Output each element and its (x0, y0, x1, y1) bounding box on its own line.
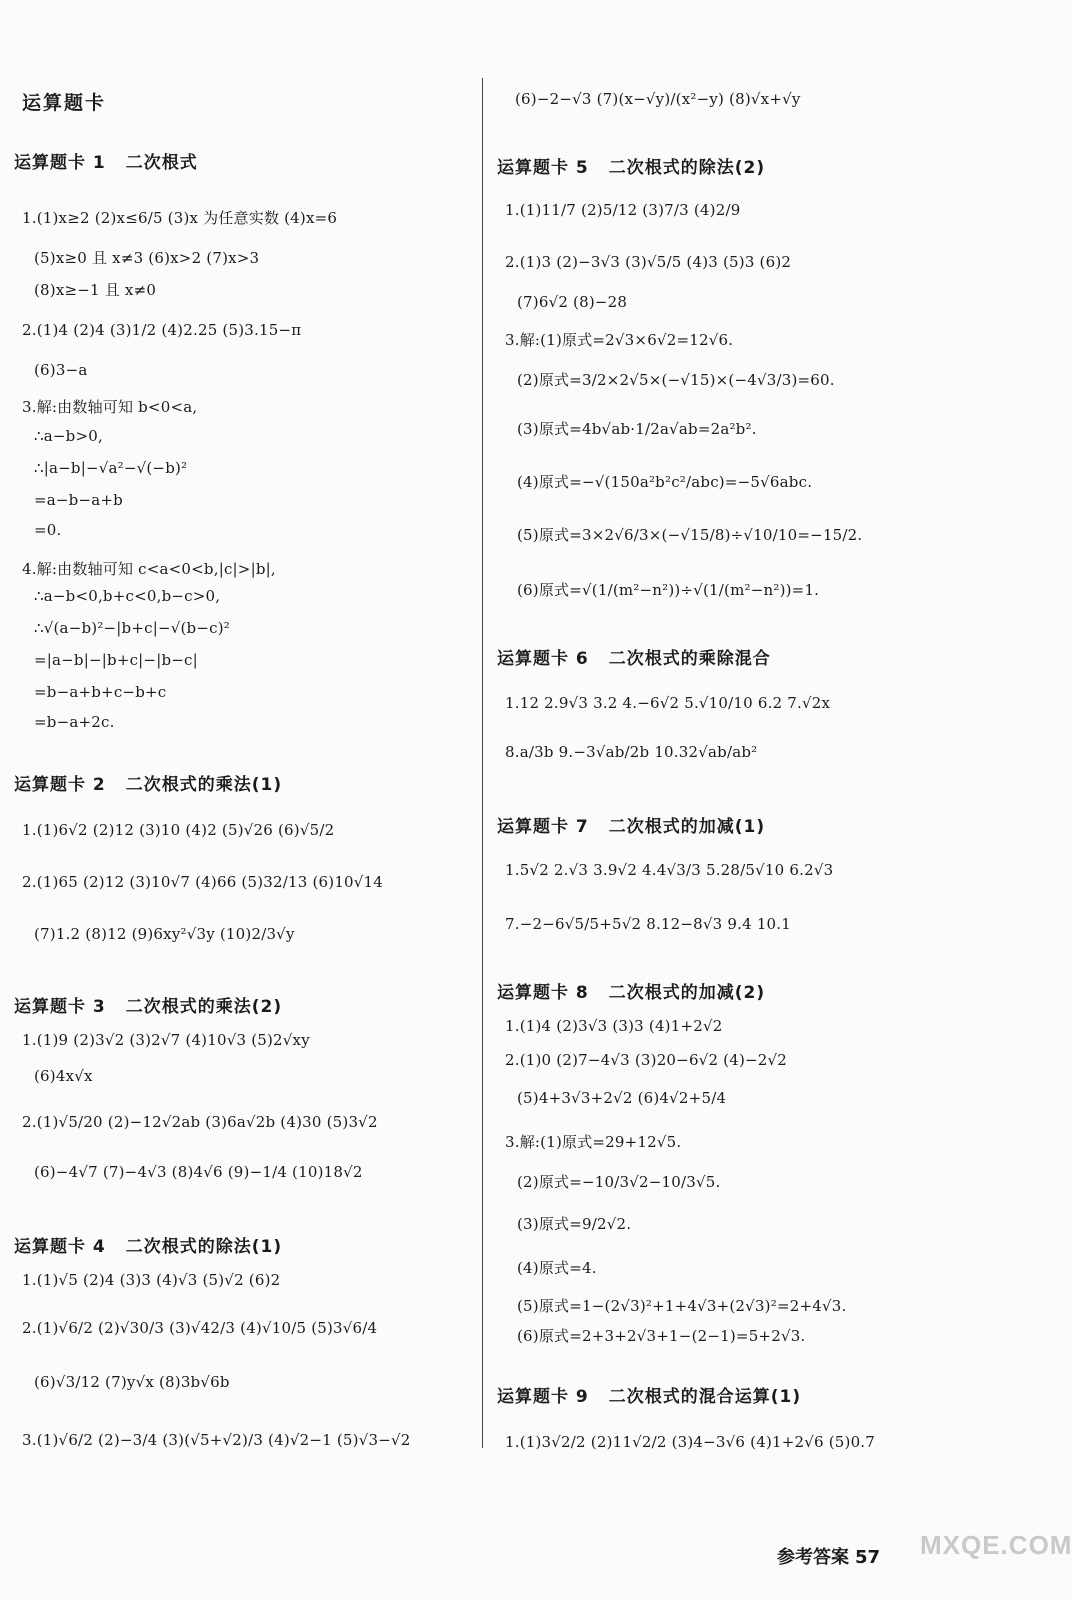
section-number-title: 运算题卡 6 (497, 649, 589, 669)
answer-line: 1.(1)11/7 (2)5/12 (3)7/3 (4)2/9 (505, 201, 741, 219)
answer-line: =|a−b|−|b+c|−|b−c| (34, 651, 198, 669)
section-number-title: 运算题卡 7 (497, 817, 589, 837)
answer-line: 1.(1)x≥2 (2)x≤6/5 (3)x 为任意实数 (4)x=6 (22, 209, 338, 227)
answer-line: (6)√3/12 (7)y√x (8)3b√6b (34, 1373, 230, 1391)
answer-line: (6)3−a (34, 361, 88, 379)
answer-line: (6)原式=2+3+2√3+1−(2−1)=5+2√3. (517, 1327, 806, 1345)
answer-line: 3.解:(1)原式=2√3×6√2=12√6. (505, 331, 734, 349)
page-number: 57 (855, 1547, 881, 1568)
page-title: 运算题卡 (22, 92, 107, 114)
column-divider (482, 78, 483, 1448)
answer-line: =b−a+b+c−b+c (34, 683, 167, 701)
section-subtitle: 二次根式的混合运算(1) (608, 1387, 802, 1407)
answer-line: (6)−4√7 (7)−4√3 (8)4√6 (9)−1/4 (10)18√2 (34, 1163, 363, 1181)
answer-line: (7)6√2 (8)−28 (517, 293, 628, 311)
section-subtitle: 二次根式的乘法(1) (125, 775, 283, 795)
section-heading (14, 992, 282, 1017)
answer-line: 1.(1)6√2 (2)12 (3)10 (4)2 (5)√26 (6)√5/2 (22, 821, 335, 839)
answer-line: 1.(1)4 (2)3√3 (3)3 (4)1+2√2 (505, 1017, 723, 1035)
answer-line: 7.−2−6√5/5+5√2 8.12−8√3 9.4 10.1 (505, 915, 792, 933)
section-subtitle: 二次根式的乘除混合 (608, 649, 771, 669)
answer-line: 2.(1)4 (2)4 (3)1/2 (4)2.25 (5)3.15−π (22, 321, 302, 339)
answer-line: (6)原式=√(1/(m²−n²))÷√(1/(m²−n²))=1. (517, 581, 820, 599)
section-number-title: 运算题卡 5 (497, 158, 589, 178)
answer-line: (3)原式=9/2√2. (517, 1215, 632, 1233)
answer-line: (4)原式=−√(150a²b²c²/abc)=−5√6abc. (517, 473, 813, 491)
section-heading (497, 1382, 801, 1407)
answer-line: 3.解:由数轴可知 b<0<a, (22, 398, 198, 416)
answer-line: 1.5√2 2.√3 3.9√2 4.4√3/3 5.28/5√10 6.2√3 (505, 861, 834, 879)
section-heading (14, 770, 282, 795)
answer-line: ∴|a−b|−√a²−√(−b)² (34, 459, 188, 477)
answer-line: =0. (34, 521, 62, 539)
answer-line: (5)x≥0 且 x≠3 (6)x>2 (7)x>3 (34, 249, 260, 267)
answer-line: (3)原式=4b√ab·1/2a√ab=2a²b². (517, 420, 757, 438)
answer-line: (8)x≥−1 且 x≠0 (34, 281, 157, 299)
section-subtitle: 二次根式的除法(1) (125, 1237, 283, 1257)
answer-line: (5)原式=3×2√6/3×(−√15/8)÷√10/10=−15/2. (517, 526, 863, 544)
watermark: MXQE.COM (920, 1530, 1072, 1560)
section-subtitle: 二次根式的加减(2) (608, 983, 766, 1003)
answer-line: 3.(1)√6/2 (2)−3/4 (3)(√5+√2)/3 (4)√2−1 (5)√3−√2 (22, 1431, 411, 1449)
section-heading (14, 148, 198, 173)
section-heading (497, 812, 765, 837)
section-heading (497, 644, 771, 669)
continued-line: (6)−2−√3 (7)(x−√y)/(x²−y) (8)√x+√y (515, 90, 801, 108)
answer-line: 1.(1)3√2/2 (2)11√2/2 (3)4−3√6 (4)1+2√6 (5)0.7 (505, 1433, 876, 1451)
section-subtitle: 二次根式的乘法(2) (125, 997, 283, 1017)
section-heading (497, 978, 765, 1003)
answer-line: ∴a−b>0, (34, 427, 103, 445)
section-number-title: 运算题卡 4 (14, 1237, 106, 1257)
section-subtitle: 二次根式的除法(2) (608, 158, 766, 178)
answer-line: =b−a+2c. (34, 713, 115, 731)
answer-line: 1.(1)√5 (2)4 (3)3 (4)√3 (5)√2 (6)2 (22, 1271, 281, 1289)
section-number-title: 运算题卡 1 (14, 153, 106, 173)
answer-line: (5)4+3√3+2√2 (6)4√2+5/4 (517, 1089, 727, 1107)
answer-line: 2.(1)√5/20 (2)−12√2ab (3)6a√2b (4)30 (5)3√2 (22, 1113, 378, 1131)
answer-line: (5)原式=1−(2√3)²+1+4√3+(2√3)²=2+4√3. (517, 1297, 847, 1315)
answer-line: 4.解:由数轴可知 c<a<0<b,|c|>|b|, (22, 560, 276, 578)
answer-line: 2.(1)0 (2)7−4√3 (3)20−6√2 (4)−2√2 (505, 1051, 788, 1069)
footer (777, 1543, 880, 1569)
section-number-title: 运算题卡 8 (497, 983, 589, 1003)
answer-line: 2.(1)65 (2)12 (3)10√7 (4)66 (5)32/13 (6)10√14 (22, 873, 384, 891)
answer-line: (2)原式=3/2×2√5×(−√15)×(−4√3/3)=60. (517, 371, 835, 389)
answer-line: ∴a−b<0,b+c<0,b−c>0, (34, 587, 221, 605)
section-number-title: 运算题卡 3 (14, 997, 106, 1017)
answer-line: 2.(1)3 (2)−3√3 (3)√5/5 (4)3 (5)3 (6)2 (505, 253, 792, 271)
footer-label: 参考答案 (777, 1547, 849, 1568)
section-number-title: 运算题卡 2 (14, 775, 106, 795)
answer-line: (7)1.2 (8)12 (9)6xy²√3y (10)2/3√y (34, 925, 295, 943)
answer-line: 2.(1)√6/2 (2)√30/3 (3)√42/3 (4)√10/5 (5)3√6/4 (22, 1319, 378, 1337)
answer-line: (2)原式=−10/3√2−10/3√5. (517, 1173, 721, 1191)
section-subtitle: 二次根式的加减(1) (608, 817, 766, 837)
answer-line: (4)原式=4. (517, 1259, 597, 1277)
section-number-title: 运算题卡 9 (497, 1387, 589, 1407)
answer-line: 8.a/3b 9.−3√ab/2b 10.32√ab/ab² (505, 743, 758, 761)
answer-line: 1.12 2.9√3 3.2 4.−6√2 5.√10/10 6.2 7.√2x (505, 694, 831, 712)
answer-line: 3.解:(1)原式=29+12√5. (505, 1133, 682, 1151)
answer-line: 1.(1)9 (2)3√2 (3)2√7 (4)10√3 (5)2√xy (22, 1031, 310, 1049)
section-heading (497, 153, 765, 178)
answer-line: ∴√(a−b)²−|b+c|−√(b−c)² (34, 619, 230, 637)
answer-line: =a−b−a+b (34, 491, 123, 509)
section-heading (14, 1232, 282, 1257)
answer-line: (6)4x√x (34, 1067, 93, 1085)
section-subtitle: 二次根式 (125, 153, 198, 173)
